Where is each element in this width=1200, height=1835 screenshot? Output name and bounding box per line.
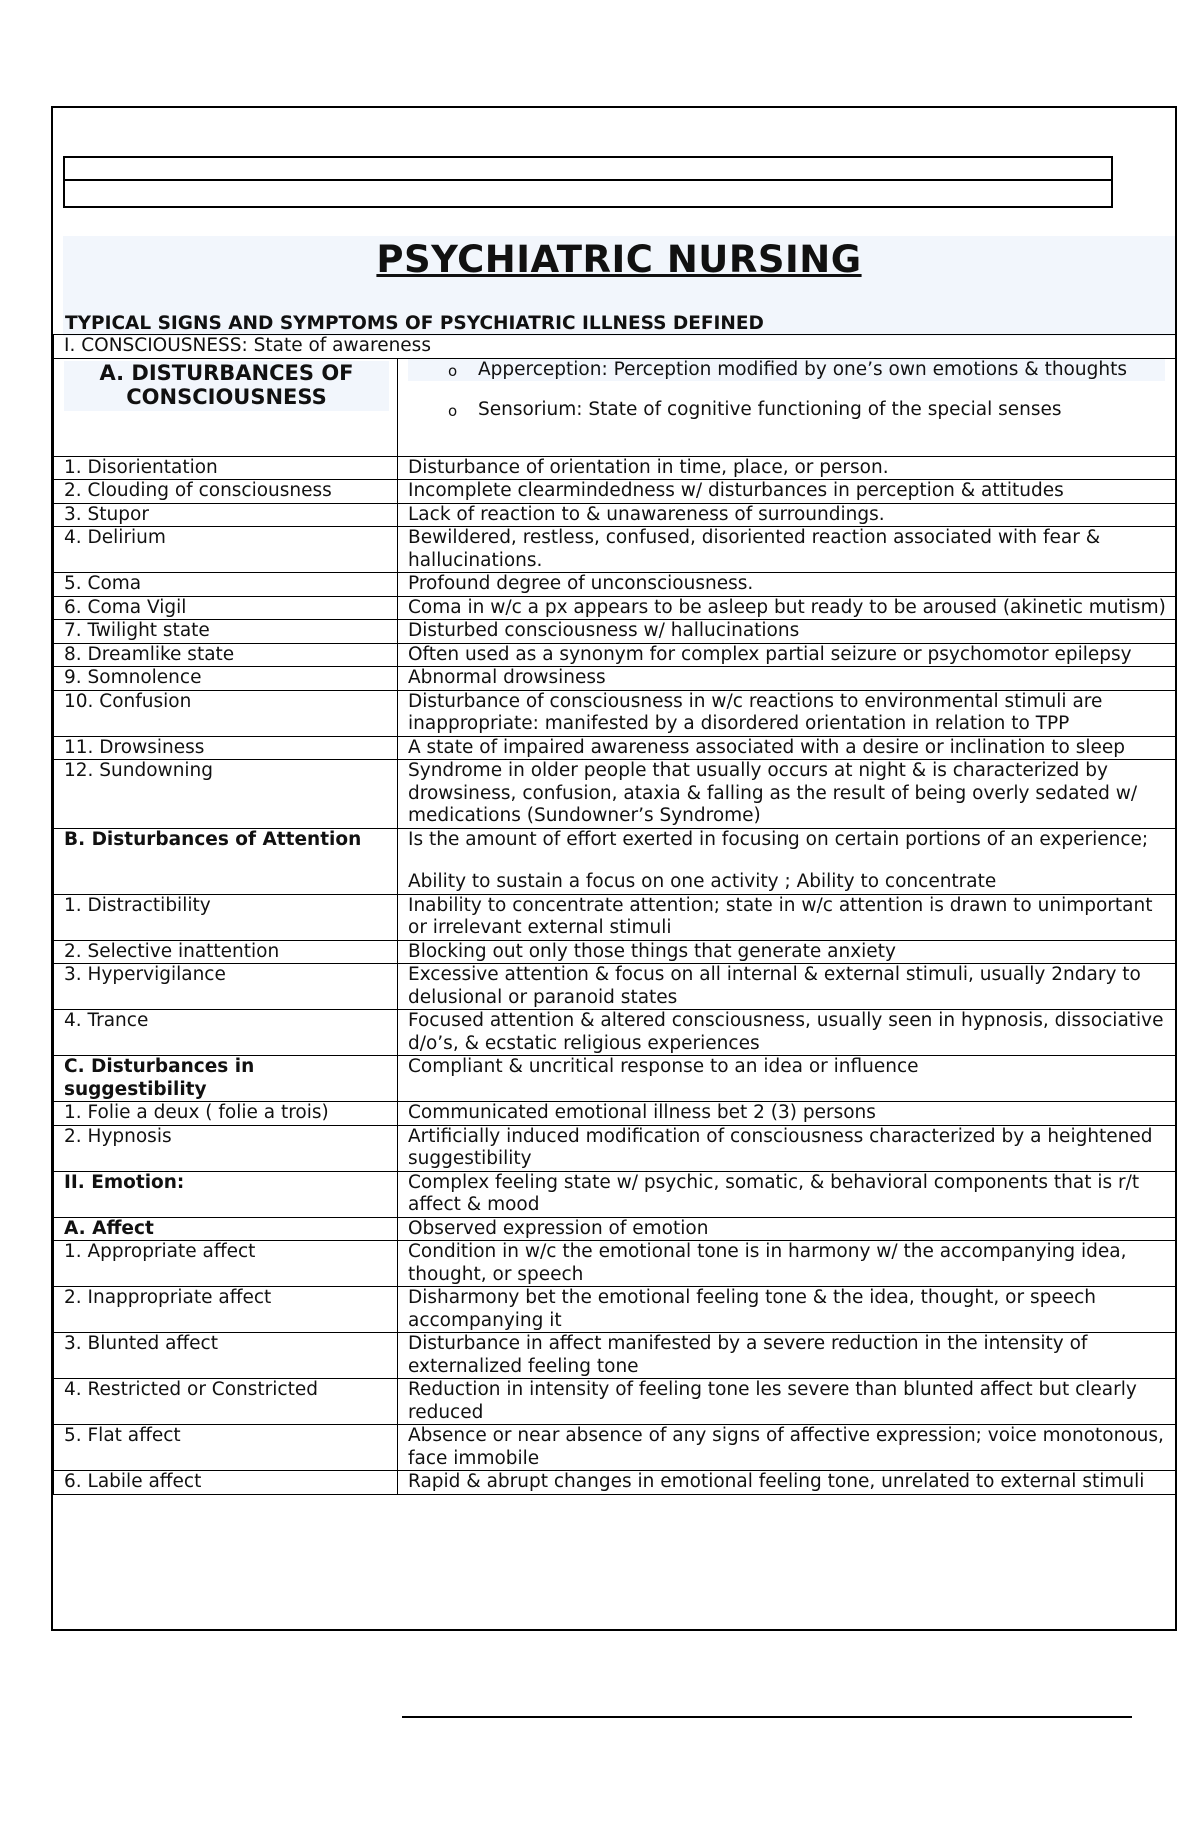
definition-cell [398,940,1176,964]
table-row [54,1333,1176,1379]
definition-text: Reduction in intensity of feeling tone les severe than blunted affect but clearly reduced [408,1379,1137,1423]
terms-table [53,334,1176,1495]
definition-text: Focused attention & altered consciousness, usually seen in hypnosis, dissociative d/o’s, & ecstatic religious experiences [408,1010,1164,1054]
table-row [54,643,1176,667]
term-cell: C. Disturbances in suggestibility [54,1056,398,1102]
term-cell: 4. Delirium [54,527,398,573]
definition-cell [398,456,1176,480]
definition-text: Disturbance of orientation in time, place, or person. [408,456,889,478]
definition-text: Inability to concentrate attention; state in w/c attention is drawn to unimportant or irrelevant external stimuli [408,894,1153,938]
bullet-marker: o [448,402,458,420]
definition-cell [398,620,1176,644]
table-row [54,940,1176,964]
table-row [54,596,1176,620]
definition-cell [398,1333,1176,1379]
definition-cell [398,1425,1176,1471]
bullet-marker: o [448,361,458,380]
definition-text: Often used as a synonym for complex partial seizure or psychomotor epilepsy [408,643,1132,665]
definition-cell [398,690,1176,736]
definition-cell [398,894,1176,940]
group-row [54,358,1176,456]
term-cell: 9. Somnolence [54,667,398,691]
term-cell: 7. Twilight state [54,620,398,644]
definition-text: Communicated emotional illness bet 2 (3) persons [408,1102,876,1123]
table-row [54,1125,1176,1171]
term-cell: A. Affect [54,1217,398,1241]
definition-text: A state of impaired awareness associated with a desire or inclination to sleep [408,736,1126,758]
group-heading-cell [54,358,398,456]
bullet-item [408,399,1175,422]
table-row [54,1287,1176,1333]
table-row [54,1241,1176,1287]
definition-text: Absence or near absence of any signs of affective expression; voice monotonous, face immobile [408,1425,1164,1469]
definition-text: Observed expression of emotion [408,1217,709,1239]
term-cell: 2. Clouding of consciousness [54,480,398,504]
table-row [54,1010,1176,1056]
table-row [54,1171,1176,1217]
header-divider [65,179,1111,181]
definition-cell [398,643,1176,667]
definition-cell [398,736,1176,760]
bullet-text: Sensorium: State of cognitive functioning of the special senses [478,399,1062,420]
definition-cell [398,1471,1176,1495]
table-row [54,620,1176,644]
definition-cell [398,1217,1176,1241]
term-cell: 8. Dreamlike state [54,643,398,667]
definition-text: Disturbance in affect manifested by a severe reduction in the intensity of externalized feeling tone [408,1333,1088,1377]
table-row [54,690,1176,736]
definition-text: Blocking out only those things that generate anxiety [408,940,896,962]
table-row [54,480,1176,504]
term-cell: 10. Confusion [54,690,398,736]
table-row [54,456,1176,480]
table-row [54,573,1176,597]
table-row [54,527,1176,573]
definition-text: Lack of reaction to & unawareness of surroundings. [408,503,885,525]
definition-cell [398,828,1176,894]
definition-text: Excessive attention & focus on all internal & external stimuli, usually 2ndary to delusional or paranoid states [408,964,1141,1008]
term-cell: 4. Trance [54,1010,398,1056]
definition-cell [398,964,1176,1010]
bullet-text: Apperception: Perception modified by one’s own emotions & thoughts [478,358,1127,380]
table-row [54,1425,1176,1471]
table-row [54,828,1176,894]
table-row [54,736,1176,760]
definition-text: Compliant & uncritical response to an idea or influence [408,1056,919,1077]
group-bullets-cell [398,358,1176,456]
definition-text: Artificially induced modification of consciousness characterized by a heightened suggestibility [408,1125,1153,1169]
term-cell: 1. Disorientation [54,456,398,480]
definition-text: Profound degree of unconsciousness. [408,573,754,594]
definition-text: Ability to sustain a focus on one activity ; Ability to concentrate [408,871,997,892]
definition-text: Condition in w/c the emotional tone is in harmony w/ the accompanying idea, thought, or speech [408,1241,1127,1285]
definition-cell [398,1241,1176,1287]
definition-text: Bewildered, restless, confused, disoriented reaction associated with fear & hallucinations. [408,527,1101,571]
definition-cell [398,1171,1176,1217]
term-cell: 5. Coma [54,573,398,597]
page-title: PSYCHIATRIC NURSING [376,238,862,281]
term-cell: 1. Appropriate affect [54,1241,398,1287]
term-cell: 5. Flat affect [54,1425,398,1471]
definition-cell [398,573,1176,597]
signature-line [402,1716,1132,1718]
term-cell: B. Disturbances of Attention [54,828,398,894]
definition-text: Coma in w/c a px appears to be asleep but ready to be aroused (akinetic mutism) [408,596,1166,618]
term-cell: 1. Distractibility [54,894,398,940]
definition-cell [398,1125,1176,1171]
term-cell: 6. Labile affect [54,1471,398,1495]
term-cell: II. Emotion: [54,1171,398,1217]
definition-cell [398,1056,1176,1102]
group-heading: A. DISTURBANCES OF CONSCIOUSNESS [64,361,389,411]
definition-cell [398,527,1176,573]
term-cell: 2. Hypnosis [54,1125,398,1171]
table-row [54,894,1176,940]
section-row [54,335,1176,359]
table-row [54,1471,1176,1495]
term-cell: 4. Restricted or Constricted [54,1379,398,1425]
definition-text: Is the amount of effort exerted in focusing on certain portions of an experience; [408,828,1149,850]
definition-text: Disturbance of consciousness in w/c reactions to environmental stimuli are inappropriate: manifested by a disordered orientation in relation to TPP [408,690,1103,734]
table-row [54,1217,1176,1241]
term-cell: 6. Coma Vigil [54,596,398,620]
bullet-item [408,359,1165,382]
document-page [51,106,1177,1631]
table-row [54,503,1176,527]
page-subtitle: TYPICAL SIGNS AND SYMPTOMS OF PSYCHIATRIC ILLNESS DEFINED [65,313,764,334]
definition-cell [398,1287,1176,1333]
table-row [54,760,1176,829]
definition-cell [398,760,1176,829]
definition-cell [398,1102,1176,1126]
table-row [54,667,1176,691]
definition-text: Disturbed consciousness w/ hallucinations [408,620,800,641]
term-cell: 3. Stupor [54,503,398,527]
table-row [54,1379,1176,1425]
definition-text: Complex feeling state w/ psychic, somatic, & behavioral components that is r/t affect & mood [408,1171,1140,1215]
table-row [54,1102,1176,1126]
term-cell: 12. Sundowning [54,760,398,829]
table-row [54,1056,1176,1102]
definition-text: Syndrome in older people that usually occurs at night & is characterized by drowsiness, confusion, ataxia & falling as the result of being overly sedated w/ medications (Sundowner’s Syndrome) [408,760,1138,826]
header-box [63,156,1113,208]
definition-cell [398,596,1176,620]
definition-cell [398,1010,1176,1056]
term-cell: 2. Inappropriate affect [54,1287,398,1333]
term-cell: 11. Drowsiness [54,736,398,760]
term-cell: 3. Hypervigilance [54,964,398,1010]
definition-cell [398,503,1176,527]
definition-text: Rapid & abrupt changes in emotional feeling tone, unrelated to external stimuli [408,1471,1145,1492]
table-row [54,964,1176,1010]
definition-cell [398,667,1176,691]
definition-cell [398,480,1176,504]
definition-text: Disharmony bet the emotional feeling tone & the idea, thought, or speech accompanying it [408,1287,1097,1331]
definition-cell [398,1379,1176,1425]
section-heading: I. CONSCIOUSNESS: State of awareness [54,335,1176,359]
definition-text: Abnormal drowsiness [408,667,606,688]
term-cell: 1. Folie a deux ( folie a trois) [54,1102,398,1126]
definition-text: Incomplete clearmindedness w/ disturbances in perception & attitudes [408,480,1064,501]
term-cell: 2. Selective inattention [54,940,398,964]
term-cell: 3. Blunted affect [54,1333,398,1379]
